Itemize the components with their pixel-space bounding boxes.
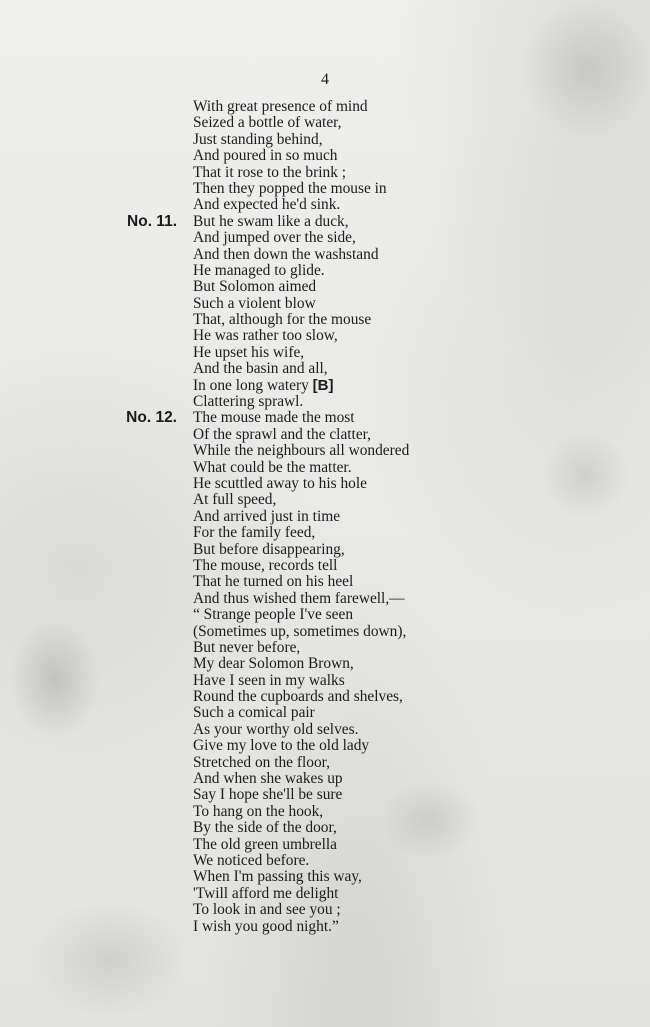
poem-line-text: Seized a bottle of water, [193, 114, 342, 132]
poem-line-text: The old green umbrella [193, 835, 338, 853]
poem-line-text: That he turned on his heel [193, 573, 354, 591]
poem-line [193, 837, 633, 853]
poem-line-text: In one long watery [193, 376, 313, 394]
poem-line-text: He scuttled away to his hole [193, 474, 367, 492]
poem-line-text: The mouse made the most [193, 409, 355, 427]
poem-line-text: Round the cupboards and shelves, [193, 688, 403, 706]
poem-line [193, 853, 633, 869]
poem-line [126, 409, 633, 427]
poem-line [193, 427, 633, 443]
poem-line [193, 345, 633, 361]
poem-line-text: And arrived just in time [193, 507, 341, 525]
poem-line [193, 279, 633, 295]
poem-line-text: Say I hope she'll be sure [193, 786, 343, 804]
poem-line-text: Give my love to the old lady [193, 737, 370, 755]
poem-line-text: He upset his wife, [193, 343, 305, 361]
poem-line-text: Stretched on the floor, [193, 753, 331, 771]
poem-line [193, 656, 633, 672]
poem-line-text: With great presence of mind [193, 98, 368, 115]
poem-line [193, 181, 633, 197]
poem-line-text: But never before, [193, 638, 301, 656]
poem-line [193, 132, 633, 148]
section-number-label: No. 12. [126, 409, 177, 427]
poem-line [193, 689, 633, 705]
poem-line [193, 165, 633, 181]
poem-line [193, 902, 633, 918]
section-number-label: No. 11. [127, 212, 177, 230]
poem-line [193, 624, 633, 640]
poem-line [193, 591, 633, 607]
paper-stain [10, 620, 100, 740]
poem-line [193, 542, 633, 558]
poem-line-text: (Sometimes up, sometimes down), [193, 622, 407, 640]
poem-line-text: And poured in so much [193, 147, 338, 165]
poem-line-text: We noticed before. [193, 851, 310, 869]
poem-line-text: As your worthy old selves. [193, 720, 359, 738]
poem-line [193, 296, 633, 312]
poem-line [193, 394, 633, 410]
poem-line-text: For the family feed, [193, 524, 316, 542]
poem-line [193, 558, 633, 574]
poem-line [193, 771, 633, 787]
poem-line [193, 443, 633, 459]
poem-line-text: But before disappearing, [193, 540, 345, 558]
poem-line-text: And then down the washstand [193, 245, 379, 263]
poem-line-text: To look in and see you ; [193, 901, 341, 919]
poem-line [193, 574, 633, 590]
poem-line-text: Such a comical pair [193, 704, 315, 722]
page-number: 4 [321, 71, 329, 88]
poem-line [193, 673, 633, 689]
poem-line-text: Have I seen in my walks [193, 671, 345, 689]
poem-line [193, 115, 633, 131]
poem-line [193, 476, 633, 492]
poem-line-text: But he swam like a duck, [193, 212, 349, 230]
poem-line-text: My dear Solomon Brown, [193, 655, 354, 673]
poem-line [193, 378, 633, 394]
poem-line-text: Clattering sprawl. [193, 393, 304, 411]
poem-line [193, 886, 633, 902]
poem-line [193, 263, 633, 279]
poem-line-text: “ Strange people I've seen [193, 606, 354, 624]
poem-line [193, 755, 633, 771]
poem-line [193, 509, 633, 525]
poem-line-text: And expected he'd sink. [193, 196, 341, 214]
poem-line [193, 148, 633, 164]
poem-line [193, 312, 633, 328]
poem-line-text: At full speed, [193, 491, 277, 509]
inline-letter-tag: [B] [312, 376, 334, 394]
poem-line [193, 705, 633, 721]
poem-line-text: And jumped over the side, [193, 229, 356, 247]
poem-line [193, 738, 633, 754]
poem-line [193, 525, 633, 541]
poem-line [193, 492, 633, 508]
poem-line-text: The mouse, records tell [193, 556, 338, 574]
poem-line-text: That it rose to the brink ; [193, 163, 347, 181]
poem-line-text: And when she wakes up [193, 770, 343, 788]
poem-line [193, 361, 633, 377]
poem-line [193, 722, 633, 738]
paper-stain [30, 900, 190, 1020]
poem-line-text: Of the sprawl and the clatter, [193, 425, 372, 443]
poem-line-text: 'Twill afford me delight [193, 884, 339, 902]
poem-line [193, 247, 633, 263]
poem-line-text: By the side of the door, [193, 819, 337, 837]
poem-line-text: He was rather too slow, [193, 327, 338, 345]
poem-line [193, 99, 633, 115]
poem-line-text: What could be the matter. [193, 458, 352, 476]
poem-line-text: To hang on the hook, [193, 802, 324, 820]
poem-line-text: That, although for the mouse [193, 311, 372, 329]
poem-line-text: He managed to glide. [193, 261, 325, 279]
poem-line-text: Such a violent blow [193, 294, 316, 312]
poem-line-text: Just standing behind, [193, 130, 323, 148]
poem-line-text: But Solomon aimed [193, 278, 317, 296]
poem-line-text: When I'm passing this way, [193, 868, 362, 886]
poem-line [193, 640, 633, 656]
poem-line [193, 328, 633, 344]
poem-line-text: And the basin and all, [193, 360, 328, 378]
poem-line [193, 820, 633, 836]
poem-line-text: While the neighbours all wondered [193, 442, 410, 460]
poem-line [193, 804, 633, 820]
poem-line-text: And thus wished them farewell,— [193, 589, 405, 607]
poem-line [193, 787, 633, 803]
poem-line [193, 607, 633, 623]
poem-line [193, 230, 633, 246]
poem-line [193, 197, 633, 213]
poem-text [126, 98, 633, 935]
poem-line [193, 919, 633, 935]
poem-line [193, 460, 633, 476]
poem-line [193, 869, 633, 885]
poem-line-text: I wish you good night.” [193, 917, 339, 935]
poem-line [127, 212, 633, 230]
poem-line-text: Then they popped the mouse in [193, 179, 387, 197]
